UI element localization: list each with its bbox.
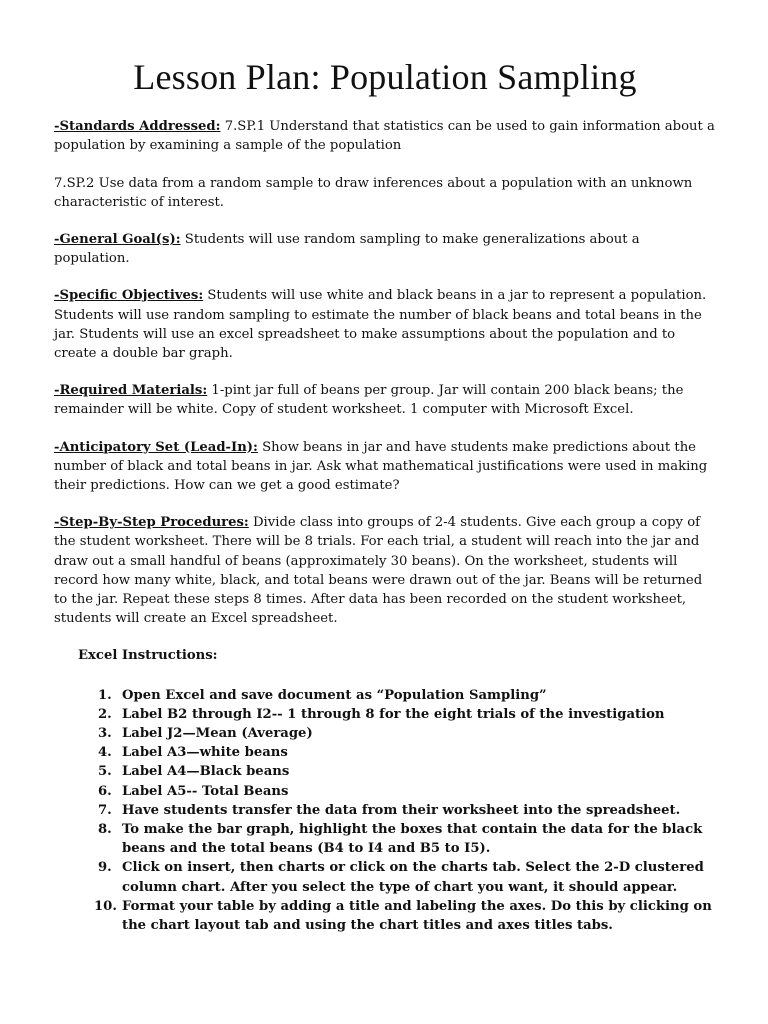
materials-text: 1-pint jar full of beans per group. Jar will contain 200 black beans; the remainder will be white. Copy of student worksheet. 1 computer with Microsoft Excel. (54, 383, 684, 418)
page-title: Lesson Plan: Population Sampling (133, 57, 637, 97)
step-number: 6. (98, 783, 112, 799)
step-text: Open Excel and save document as “Population Sampling” (122, 687, 547, 703)
procedures-heading: -Step-By-Step Procedures: (54, 515, 249, 531)
step-text: Have students transfer the data from their worksheet into the spreadsheet. (122, 802, 681, 818)
procedures-text: Divide class into groups of 2-4 students. Give each group a copy of the student worksheet. There will be 8 trials. For each trial, a student will reach into the jar and draw out a small handful of beans (approximately 30 beans). On the worksheet, students will record how many white, black, and total beans were drawn out of the jar. Beans will be returned to the jar. Repeat these steps 8 times. After data has been recorded on the student worksheet, students will create an Excel spreadsheet. (54, 515, 703, 627)
standard-2-paragraph (54, 174, 716, 212)
list-item (98, 858, 716, 896)
excel-instructions-heading: Excel Instructions: (78, 648, 218, 664)
standards-text: 7.SP.1 Understand that statistics can be used to gain information about a population by examining a sample of the population (54, 119, 715, 154)
list-item (98, 762, 716, 781)
goals-text: Students will use random sampling to make generalizations about a population. (54, 232, 640, 267)
list-item (98, 724, 716, 743)
step-text: Label J2—Mean (Average) (122, 726, 313, 742)
step-text: Label A4—Black beans (122, 764, 290, 780)
objectives-heading: -Specific Objectives: (54, 288, 204, 304)
standard-2-text: 7.SP.2 Use data from a random sample to draw inferences about a population with an unknown characteristic of interest. (54, 175, 693, 210)
anticipatory-text: Show beans in jar and have students make predictions about the number of black and total beans in jar. Ask what mathematical justifications were used in making their predictions. How can we get a good estimate? (54, 439, 708, 494)
standards-heading: -Standards Addressed: (54, 119, 221, 135)
step-number: 10. (94, 898, 117, 914)
step-text: Label B2 through I2-- 1 through 8 for the eight trials of the investigation (122, 706, 665, 722)
step-number: 7. (98, 802, 112, 818)
list-item (98, 782, 716, 801)
list-item (98, 743, 716, 762)
anticipatory-heading: -Anticipatory Set (Lead-In): (54, 439, 258, 455)
list-item (98, 686, 716, 705)
objectives-paragraph (54, 286, 716, 363)
step-text: Format your table by adding a title and labeling the axes. Do this by clicking on the chart layout tab and using the chart titles and axes titles tabs. (122, 898, 712, 934)
step-number: 9. (98, 860, 112, 876)
excel-steps-list (54, 686, 716, 936)
list-item (94, 897, 716, 935)
anticipatory-paragraph (54, 438, 716, 496)
step-number: 5. (98, 764, 112, 780)
list-item (98, 820, 716, 858)
standards-paragraph (54, 117, 716, 155)
step-number: 2. (98, 706, 112, 722)
goals-heading: -General Goal(s): (54, 232, 181, 247)
list-item (98, 705, 716, 724)
goals-paragraph (54, 230, 716, 268)
step-number: 3. (98, 726, 112, 742)
list-item (98, 801, 716, 820)
objectives-text: Students will use white and black beans in a jar to represent a population. Students will use random sampling to estimate the number of black beans and total beans in the jar. Students will use an excel spreadsheet to make assumptions about the population and to create a double bar graph. (54, 288, 707, 362)
procedures-paragraph (54, 513, 716, 628)
step-number: 8. (98, 822, 112, 838)
step-text: To make the bar graph, highlight the boxes that contain the data for the black beans and the total beans (B4 to I4 and B5 to I5). (122, 822, 703, 857)
step-text: Label A3—white beans (122, 745, 288, 761)
step-text: Label A5-- Total Beans (122, 783, 289, 799)
step-text: Click on insert, then charts or click on the charts tab. Select the 2-D clustered column chart. After you select the type of chart you want, it should appear. (122, 860, 704, 895)
step-number: 4. (98, 745, 112, 761)
materials-heading: -Required Materials: (54, 383, 208, 399)
materials-paragraph (54, 381, 716, 419)
step-number: 1. (98, 687, 112, 703)
